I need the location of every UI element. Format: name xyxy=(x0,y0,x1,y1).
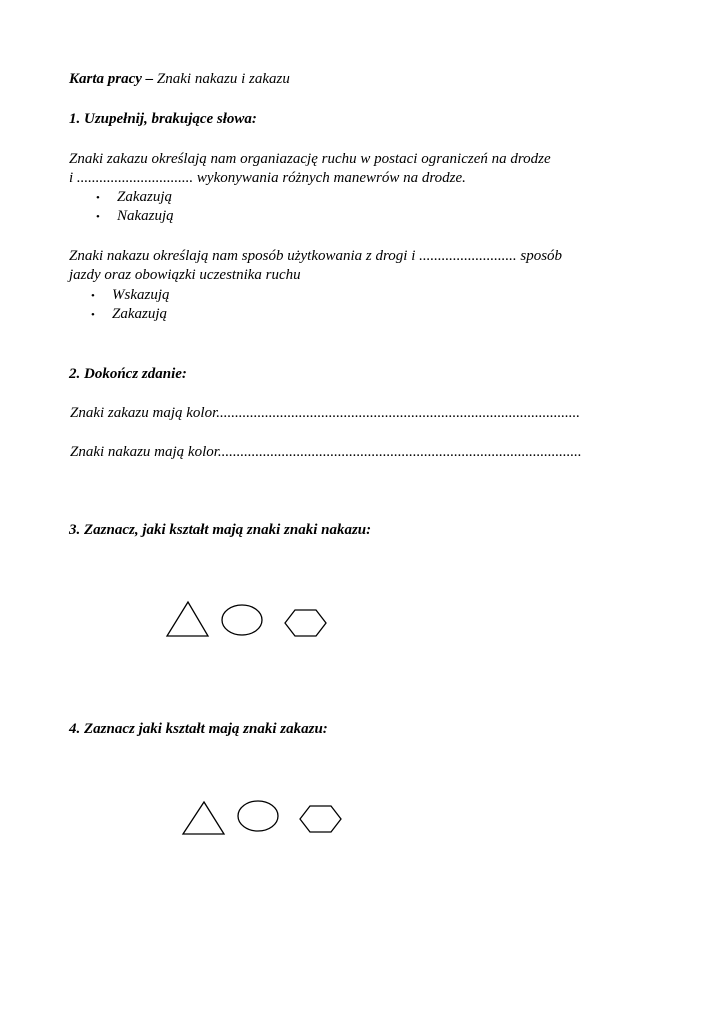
section1-para2-line2: jazdy oraz obowiązki uczestnika ruchu xyxy=(69,267,301,283)
bullet-icon: • xyxy=(96,211,100,223)
bullet-icon: • xyxy=(91,290,95,302)
section2-line1: Znaki zakazu mają kolor................................................................................................. xyxy=(70,405,580,421)
triangle-icon[interactable] xyxy=(183,802,224,834)
bullet-icon: • xyxy=(91,309,95,321)
hexagon-icon[interactable] xyxy=(300,806,341,832)
section1-para1-line1: Znaki zakazu określają nam organiazację ruchu w postaci ograniczeń na drodze xyxy=(69,151,551,167)
section2-heading: 2. Dokończ zdanie: xyxy=(69,366,187,382)
circle-icon[interactable] xyxy=(238,801,278,831)
section3-heading: 3. Zaznacz, jaki kształt mają znaki znaki nakazu: xyxy=(69,522,372,538)
option-label: Nakazują xyxy=(117,208,174,224)
section3-shapes xyxy=(160,590,340,650)
hexagon-icon[interactable] xyxy=(285,610,326,636)
bullet-icon: • xyxy=(96,192,100,204)
section1-para2-line1: Znaki nakazu określają nam sposób użytkowania z drogi i .......................... sposób xyxy=(69,248,563,264)
section1-para1-line2: i ............................... wykonywania różnych manewrów na drodze. xyxy=(69,170,466,186)
section1-heading: 1. Uzupełnij, brakujące słowa: xyxy=(69,111,257,127)
option-label: Zakazują xyxy=(117,189,173,205)
title-rest: Znaki nakazu i zakazu xyxy=(153,71,290,87)
circle-icon[interactable] xyxy=(222,605,262,635)
section2-line2: Znaki nakazu mają kolor................................................................................................. xyxy=(70,444,582,460)
option-label: Zakazują xyxy=(112,306,168,322)
worksheet-title xyxy=(69,70,290,89)
triangle-icon[interactable] xyxy=(167,602,208,636)
section4-shapes xyxy=(176,788,356,848)
title-bold: Karta pracy – xyxy=(69,71,154,87)
option-label: Wskazują xyxy=(112,287,170,303)
section4-heading: 4. Zaznacz jaki kształt mają znaki zakazu: xyxy=(69,721,328,737)
